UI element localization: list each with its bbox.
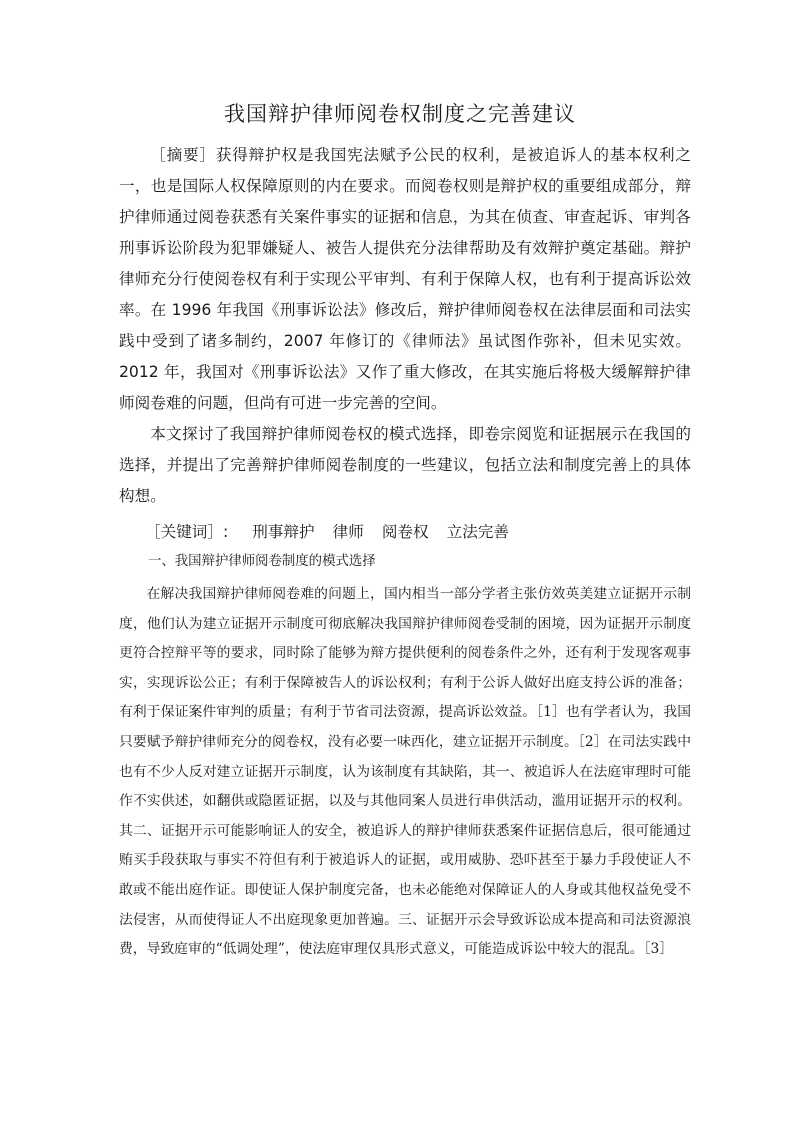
- document-title: 我国辩护律师阅卷权制度之完善建议: [224, 102, 576, 126]
- body-paragraph: 在解决我国辩护律师阅卷难的问题上，国内相当一部分学者主张仿效英美建立证据开示制度，他们认为建立证据开示制度可彻底解决我国辩护律师阅卷受制的困境，因为证据开示制度更符合控辩平等的要求，同时除了能够为辩方提供便利的阅卷条件之外，还有利于发现客观事实，实现诉讼公正；有利于保障被告人的诉讼权利；有利于公诉人做好出庭支持公诉的准备；有利于保证案件审判的质量；有利于节省司法资源，提高诉讼效益。［1］也有学者认为，我国只要赋予辩护律师充分的阅卷权，没有必要一味西化，建立证据开示制度。［2］在司法实践中也有不少人反对建立证据开示制度，认为该制度有其缺陷，其一、被追诉人在法庭审理时可能作不实供述，如翻供或隐匿证据，以及与其他同案人员进行串供活动，滥用证据开示的权利。其二、证据开示可能影响证人的安全，被追诉人的辩护律师获悉案件证据信息后，很可能通过贿买手段获取与事实不符但有利于被追诉人的证据，或用威胁、恐吓甚至于暴力手段使证人不敢或不能出庭作证。即使证人保护制度完备，也未必能绝对保障证人的人身或其他权益免受不法侵害，从而使得证人不出庭现象更加普遍。三、证据开示会导致诉讼成本提高和司法资源浪费，导致庭审的“低调处理”，使法庭审理仅具形式意义，可能造成诉讼中较大的混乱。［3］: [119, 586, 691, 958]
- keyword-item: 阅卷权: [381, 523, 429, 541]
- abstract-section: [119, 140, 691, 512]
- keyword-item: 律师: [332, 523, 364, 541]
- keyword-item: 立法完善: [446, 523, 510, 541]
- keywords-label: ［关键词］:: [145, 523, 229, 541]
- keywords-line: [145, 517, 509, 548]
- abstract-paragraph: ［摘要］获得辩护权是我国宪法赋予公民的权利，是被追诉人的基本权利之一，也是国际人权保障原则的内在要求。而阅卷权则是辩护权的重要组成部分，辩护律师通过阅卷获悉有关案件事实的证据和信息，为其在侦查、审查起诉、审判各刑事诉讼阶段为犯罪嫌疑人、被告人提供充分法律帮助及有效辩护奠定基础。辩护律师充分行使阅卷权有利于实现公平审判、有利于保障人权，也有利于提高诉讼效率。在 1996 年我国《刑事诉讼法》修改后，辩护律师阅卷权在法律层面和司法实践中受到了诸多制约，2007 年修订的《律师法》虽试图作弥补，但未见实效。2012 年，我国对《刑事诉讼法》又作了重大修改，在其实施后将极大缓解辩护律师阅卷难的问题，但尚有可进一步完善的空间。: [119, 146, 691, 412]
- section-body: [119, 580, 691, 965]
- section-heading: 一、我国辩护律师阅卷制度的模式选择: [148, 554, 376, 569]
- abstract-paragraph: 本文探讨了我国辩护律师阅卷权的模式选择，即卷宗阅览和证据展示在我国的选择，并提出了完善辩护律师阅卷制度的一些建议，包括立法和制度完善上的具体构想。: [119, 425, 691, 505]
- keyword-item: 刑事辩护: [252, 523, 315, 541]
